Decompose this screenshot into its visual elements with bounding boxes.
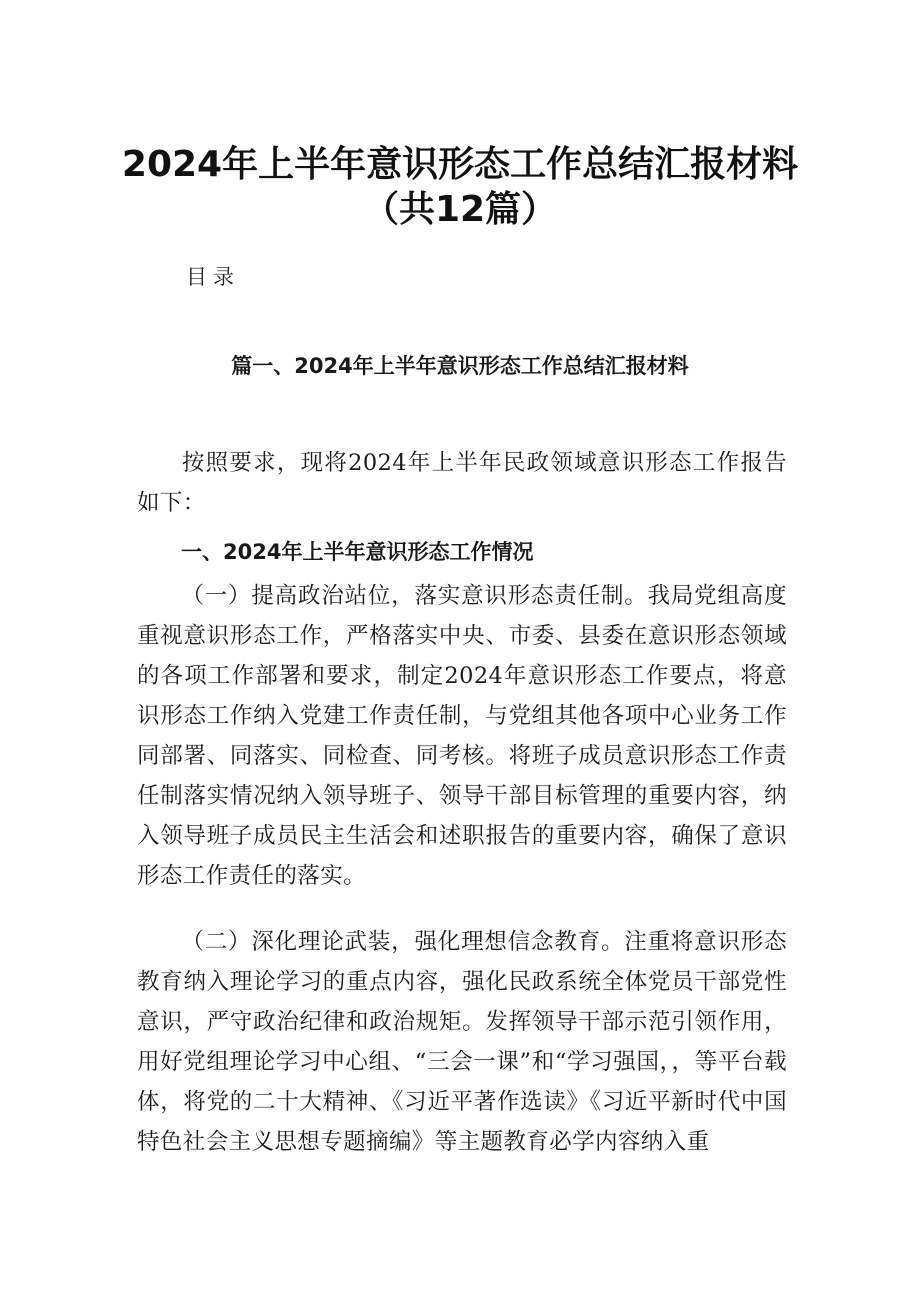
- document-title-line-1: 2024年上半年意识形态工作总结汇报材料: [121, 144, 799, 185]
- intro-paragraph: [137, 443, 787, 523]
- paragraph-2: [137, 922, 787, 1162]
- paragraph-1: [137, 576, 787, 896]
- chapter-heading: 篇一、2024年上半年意识形态工作总结汇报材料: [231, 354, 689, 378]
- intro-paragraph-text: 按照要求，现将2024年上半年民政领域意识形态工作报告如下：: [137, 450, 787, 516]
- section-heading: 一、2024年上半年意识形态工作情况: [181, 540, 534, 564]
- paragraph-1-text: （一）提高政治站位，落实意识形态责任制。我局党组高度重视意识形态工作，严格落实中央、市委、县委在意识形态领域的各项工作部署和要求，制定2024年意识形态工作要点，将意识形态工作纳入党建工作责任制，与党组其他各项中心业务工作同部署、同落实、同检查、同考核。将班子成员意识形态工作责任制落实情况纳入领导班子、领导干部目标管理的重要内容，纳入领导班子成员民主生活会和述职报告的重要内容，确保了意识形态工作责任的落实。: [137, 583, 787, 889]
- document-title-line-2: （共12篇）: [362, 189, 558, 230]
- paragraph-2-text: （二）深化理论武装，强化理想信念教育。注重将意识形态教育纳入理论学习的重点内容，强化民政系统全体党员干部党性意识，严守政治纪律和政治规矩。发挥领导干部示范引领作用，用好党组理论学习中心组、“三会一课”和“学习强国，，等平台载体，将党的二十大精神、《习近平著作选读》《习近平新时代中国特色社会主义思想专题摘编》等主题教育必学内容纳入重: [137, 929, 787, 1155]
- toc-label: 目录: [186, 265, 240, 289]
